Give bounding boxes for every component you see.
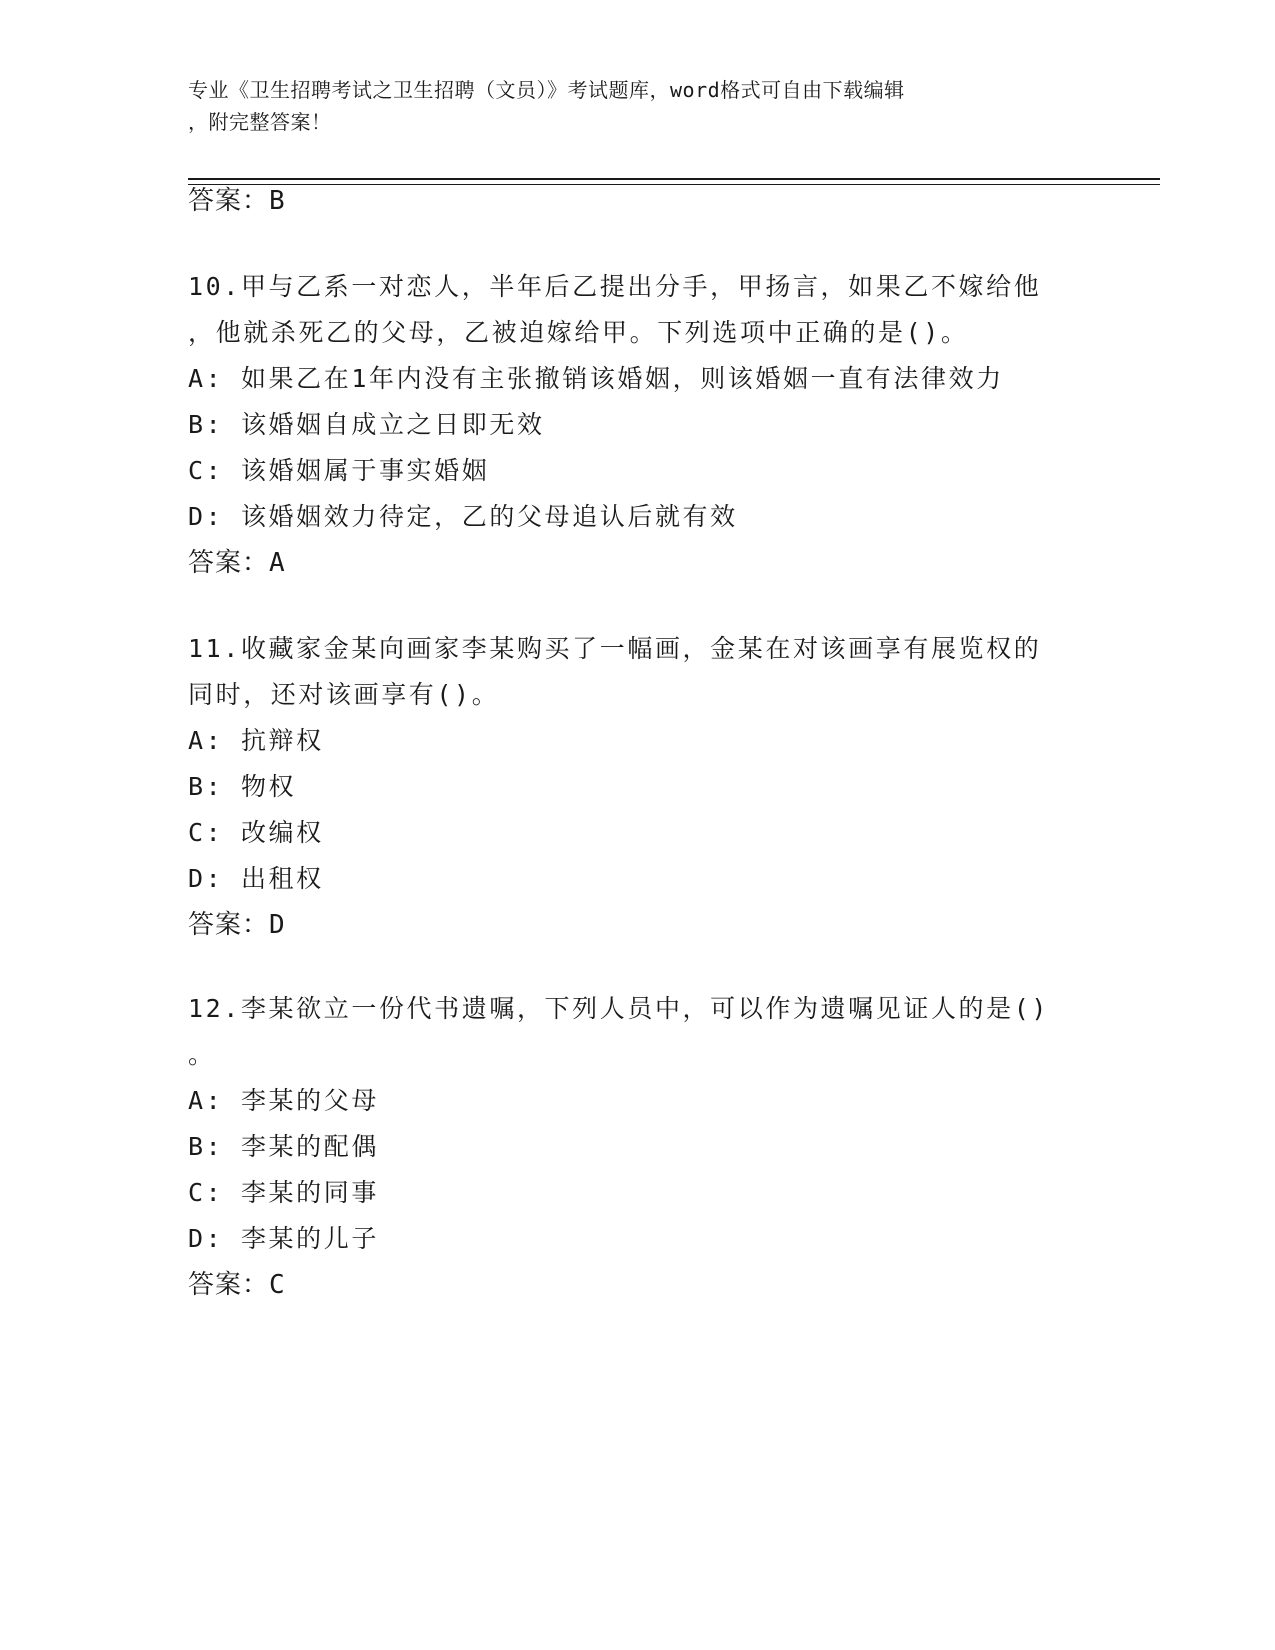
answer-line: 答案：C <box>188 1270 286 1300</box>
question-10 <box>188 264 1088 586</box>
header-line-2: ，附完整答案！ <box>188 110 332 134</box>
answer-line: 答案：D <box>188 910 286 940</box>
option-b: B: 该婚姻自成立之日即无效 <box>188 410 545 439</box>
option-a: A: 如果乙在1年内没有主张撤销该婚姻，则该婚姻一直有法律效力 <box>188 364 1004 393</box>
header-line-1: 专业《卫生招聘考试之卫生招聘（文员）》考试题库，word格式可自由下载编辑 <box>188 78 905 102</box>
question-11 <box>188 626 1088 948</box>
question-12 <box>188 986 1088 1308</box>
question-stem-line: 10.甲与乙系一对恋人，半年后乙提出分手，甲扬言，如果乙不嫁给他 <box>188 272 1042 301</box>
answer-line: 答案：A <box>188 548 286 578</box>
option-d: D: 李某的儿子 <box>188 1224 379 1253</box>
option-b: B: 物权 <box>188 772 297 801</box>
option-a: A: 抗辩权 <box>188 726 324 755</box>
option-c: C: 李某的同事 <box>188 1178 379 1207</box>
question-stem-line: ，他就杀死乙的父母，乙被迫嫁给甲。下列选项中正确的是()。 <box>188 318 969 347</box>
option-d: D: 出租权 <box>188 864 324 893</box>
question-stem-line: 12.李某欲立一份代书遗嘱，下列人员中，可以作为遗嘱见证人的是() <box>188 994 1050 1023</box>
question-stem-line: 同时，还对该画享有()。 <box>188 680 500 709</box>
option-d: D: 该婚姻效力待定，乙的父母追认后就有效 <box>188 502 738 531</box>
document-header <box>188 74 1088 138</box>
previous-answer-block <box>188 178 1088 224</box>
option-a: A: 李某的父母 <box>188 1086 379 1115</box>
option-c: C: 该婚姻属于事实婚姻 <box>188 456 490 485</box>
option-b: B: 李某的配偶 <box>188 1132 379 1161</box>
answer-line: 答案：B <box>188 186 286 216</box>
option-c: C: 改编权 <box>188 818 324 847</box>
question-stem-line: 11.收藏家金某向画家李某购买了一幅画，金某在对该画享有展览权的 <box>188 634 1042 663</box>
question-stem-line: 。 <box>188 1040 216 1069</box>
